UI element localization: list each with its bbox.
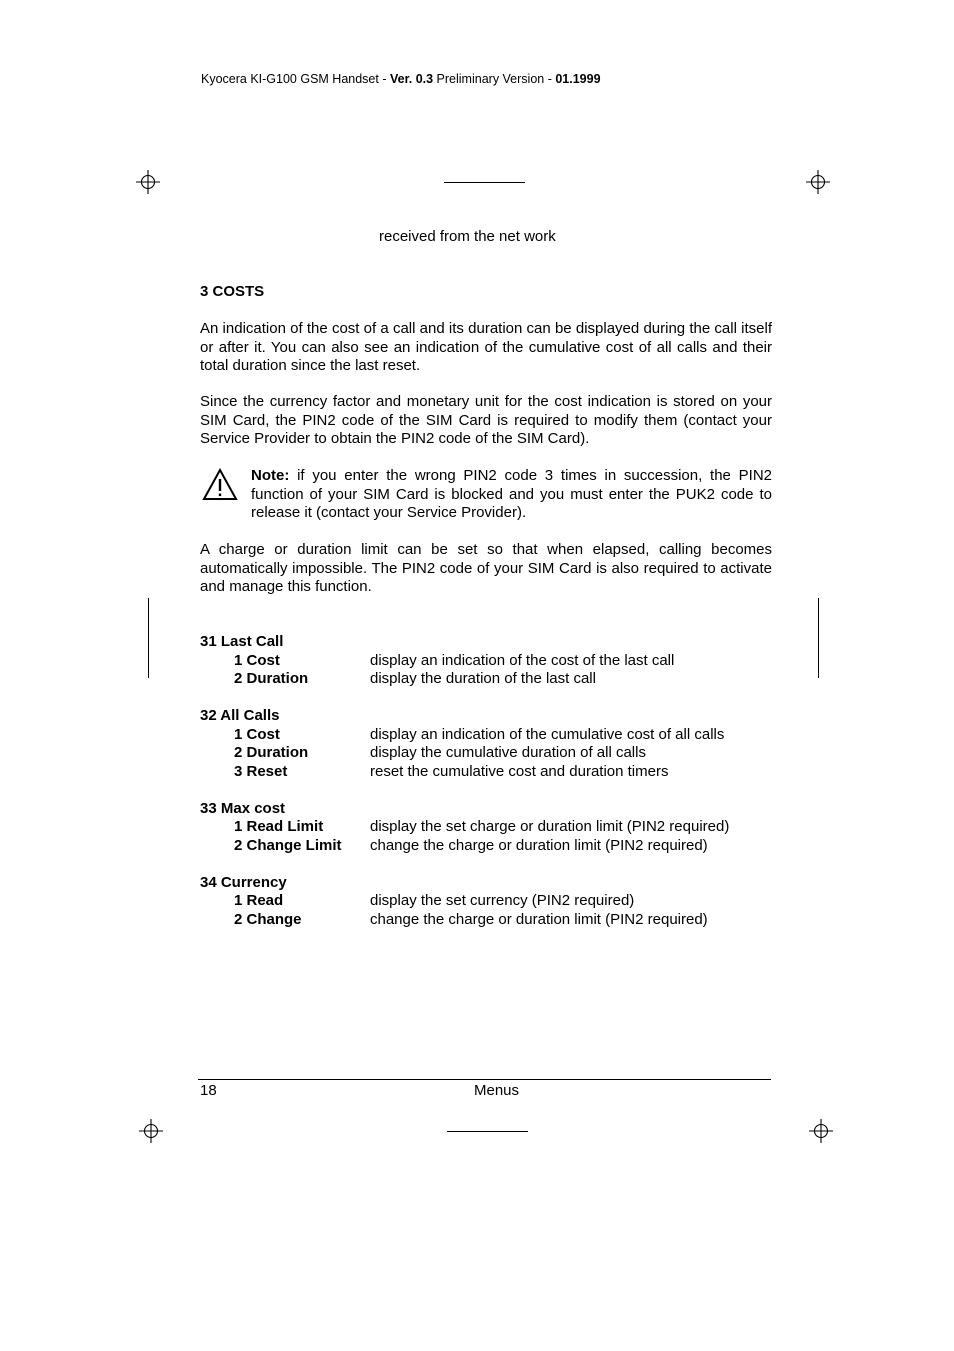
menu-item xyxy=(200,911,780,930)
menu-item-desc: display the set charge or duration limit (PIN2 required) xyxy=(370,818,730,835)
note-text: if you enter the wrong PIN2 code 3 times in succession, the PIN2 function of your SIM Card is blocked and you must enter the PUK2 code to release it (contact your Service Provider). xyxy=(251,467,772,521)
registration-mark-icon xyxy=(136,170,160,194)
menu-item xyxy=(200,763,780,782)
menu-group-last-call xyxy=(200,633,780,689)
menu-group-title: 32 All Calls xyxy=(200,707,280,724)
left-change-bar xyxy=(148,598,149,678)
menu-item xyxy=(200,670,780,689)
registration-mark-icon xyxy=(809,1119,833,1143)
bottom-crop-line xyxy=(447,1131,528,1132)
paragraph-charge-limit: A charge or duration limit can be set so that when elapsed, calling becomes automatically impossible. The PIN2 code of your SIM Card is also required to activate and manage this function. xyxy=(200,541,772,595)
menu-item xyxy=(200,892,780,911)
menu-item-key: 2 Duration xyxy=(234,744,309,761)
menu-item-key: 1 Read Limit xyxy=(234,818,324,835)
menu-item-desc: change the charge or duration limit (PIN2 required) xyxy=(370,910,708,928)
section-heading: 3 COSTS xyxy=(200,283,265,300)
menu-item-key: 1 Cost xyxy=(234,651,280,669)
menu-item-desc: display an indication of the cumulative cost of all calls xyxy=(370,725,725,743)
menu-group-currency xyxy=(200,874,780,930)
menu-group-title: 31 Last Call xyxy=(200,633,284,650)
menu-group-max-cost xyxy=(200,800,780,856)
menu-item xyxy=(200,744,780,763)
warning-triangle-icon xyxy=(202,468,238,501)
header-middle: Preliminary Version - xyxy=(433,72,556,86)
menu-item-desc: reset the cumulative cost and duration timers xyxy=(370,762,669,780)
menu-group-title: 33 Max cost xyxy=(200,799,286,817)
menu-item-key: 2 Duration xyxy=(234,670,309,687)
page-number: 18 xyxy=(200,1082,217,1099)
right-change-bar xyxy=(818,598,819,678)
menu-item xyxy=(200,818,780,837)
menu-item-key: 2 Change xyxy=(234,910,302,928)
menu-item-desc: display an indication of the cost of the last call xyxy=(370,651,675,669)
menu-item-key: 1 Read xyxy=(234,892,284,909)
header-prefix: Kyocera KI-G100 GSM Handset - xyxy=(201,72,390,86)
footer-section-name: Menus xyxy=(474,1082,520,1099)
menu-item-key: 2 Change Limit xyxy=(234,836,342,854)
top-crop-line xyxy=(444,182,525,183)
registration-mark-icon xyxy=(806,170,830,194)
footer-rule xyxy=(198,1079,771,1080)
continuation-text: received from the net work xyxy=(379,228,556,245)
menu-item-desc: change the charge or duration limit (PIN2 required) xyxy=(370,836,708,854)
paragraph-cost-indication: An indication of the cost of a call and its duration can be displayed during the call itself or after it. You can also see an indication of the cumulative cost of all calls and their total duration since the last reset. xyxy=(200,320,772,374)
menu-item xyxy=(200,652,780,671)
menu-group-title: 34 Currency xyxy=(200,873,287,891)
registration-mark-icon xyxy=(139,1119,163,1143)
header-date: 01.1999 xyxy=(555,72,601,86)
paragraph-currency-factor: Since the currency factor and monetary unit for the cost indication is stored on your SIM Card, the PIN2 code of the SIM Card is required to modify them (contact your Service Provider to obtain the PIN2 code of the SIM Card). xyxy=(200,393,772,447)
menu-item-desc: display the set currency (PIN2 required) xyxy=(370,892,635,909)
running-header xyxy=(201,72,601,86)
menu-item-key: 1 Cost xyxy=(234,725,280,743)
note-block xyxy=(251,467,772,523)
menu-item-desc: display the duration of the last call xyxy=(370,670,596,687)
menu-item xyxy=(200,837,780,856)
menu-item-desc: display the cumulative duration of all calls xyxy=(370,744,646,761)
menu-item-key: 3 Reset xyxy=(234,762,288,780)
menu-item xyxy=(200,726,780,745)
menu-listing xyxy=(200,633,780,948)
menu-group-all-calls xyxy=(200,707,780,781)
note-label: Note: xyxy=(251,467,290,484)
header-version: Ver. 0.3 xyxy=(389,72,434,86)
